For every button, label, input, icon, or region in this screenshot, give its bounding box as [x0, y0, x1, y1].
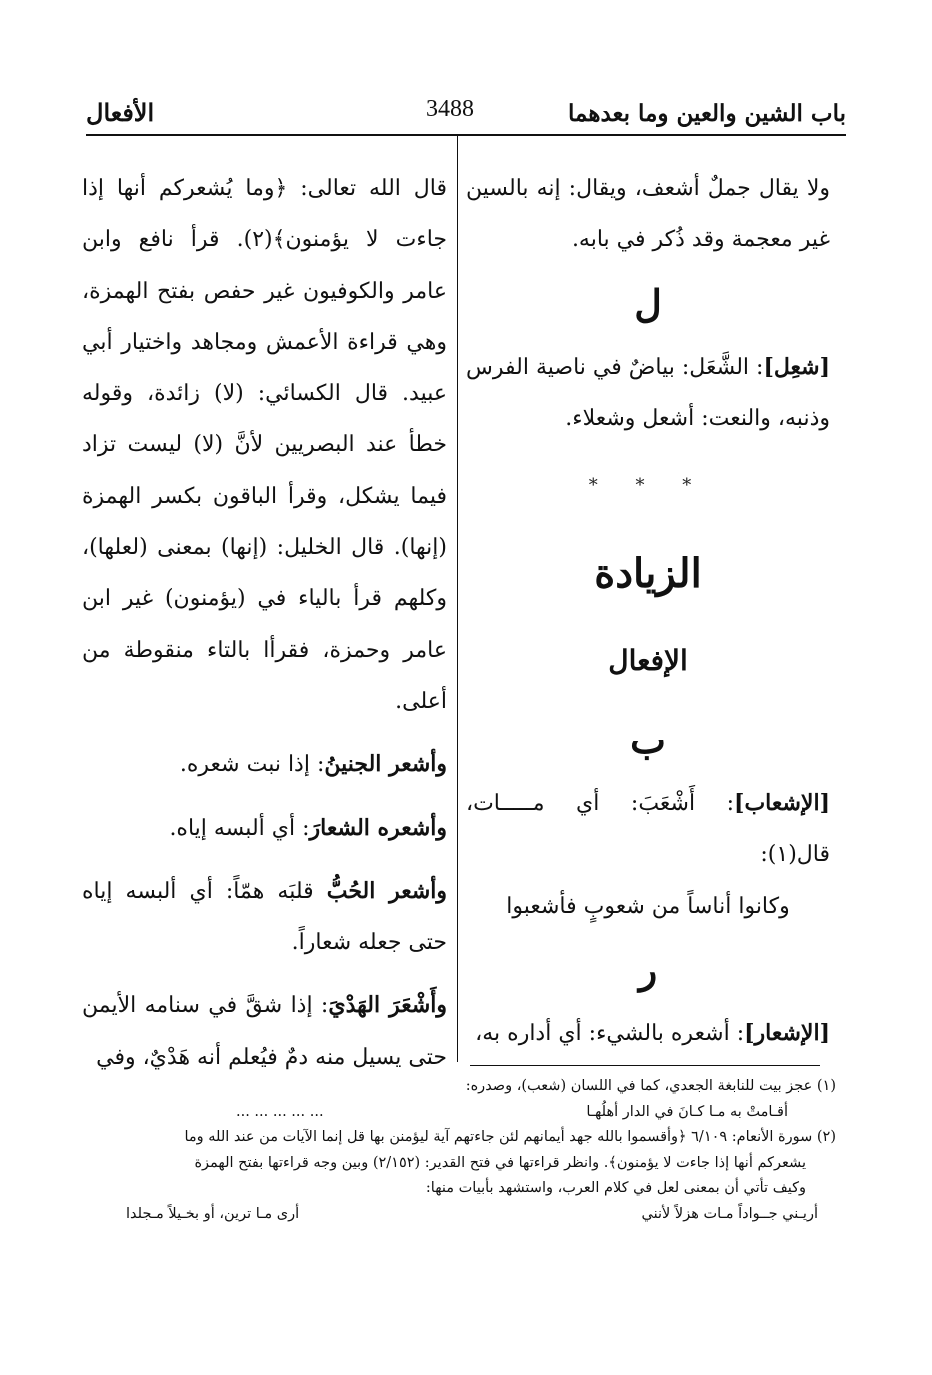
entry-headword: وأشعر الجنينُ — [324, 751, 447, 778]
running-header — [86, 96, 846, 136]
entry-ishab — [466, 778, 830, 881]
verse-hemistich: أريـني جــواداً مـات هزلاً لأنني — [641, 1205, 818, 1222]
entry-shal — [466, 342, 830, 445]
footnote-verse — [86, 1100, 836, 1126]
left-column — [82, 163, 447, 1083]
footnote-2: (٢) سورة الأنعام: ٦/١٠٩ ﴿وأقسموا بالله جهد أيمانهم لئن جاءتهم آية ليؤمنن بها قل إنما الآيات من عند الله وما — [184, 1129, 836, 1145]
footnote-verse — [86, 1202, 836, 1228]
entry-text: : إذا نبت شعره. — [179, 752, 325, 778]
entry — [82, 866, 447, 969]
letter-heading: ل — [634, 280, 662, 326]
entry-headword: وأشعره الشعارَ — [309, 814, 447, 841]
page-number: 3488 — [426, 96, 474, 122]
verse-hemistich: أقـامتْ به مـا كـانَ في الدار أهلُهـا — [586, 1103, 788, 1120]
verse-ellipsis: ... ... ... ... ... — [236, 1103, 324, 1120]
footnotes — [86, 1074, 836, 1227]
entry — [82, 980, 447, 1083]
section-separator: * * * — [588, 475, 708, 497]
entry-text: : إذا شقَّ في سنامه الأيمن حتى يسيل منه دمٌ فيُعلم أنه هَدْيٌ، وفي — [82, 993, 447, 1070]
letter-heading: ر — [638, 947, 658, 993]
entry — [82, 739, 447, 790]
entry-text: : أي ألبسه إياه. — [169, 815, 310, 841]
section-title: باب الشين والعين وما بعدهما — [568, 100, 846, 127]
paragraph: ولا يقال جملٌ أشعف، ويقال: إنه بالسين غير معجمة وقد ذُكر في بابه. — [466, 176, 830, 253]
verse-hemistich: أرى مـا ترين، أو بخـيلاً مـجلدا — [126, 1205, 300, 1222]
letter-heading: ب — [630, 717, 666, 763]
entry-text: : الشَّعَل: بياضٌ في ناصية الفرس وذنبه، والنعت: أشعل وشعلاء. — [466, 354, 830, 431]
entry-text: : أَشْعَبَ: أي مـــــات، قال(١): — [466, 791, 830, 868]
section-heading: الزيادة — [594, 550, 702, 598]
paragraph: قال الله تعالى: ﴿وما يُشعركم أنها إذا جاءت لا يؤمنون﴾(٢). قرأ نافع وابن عامر والكوفيون غير حفص بفتح الهمزة، وهي قراءة الأعمش ومجاهد واختيار أبي عبيد. قال الكسائي: (لا) زائدة، وقوله خطأ عند البصريين لأنَّ (لا) ليست تزاد فيما يشكل، وقرأ الباقون بكسر الهمزة (إنها). قال الخليل: (إنها) بمعنى (لعلها)، وكلهم قرأ بالياء في (يؤمنون) غير ابن عامر وحمزة، فقرأا بالتاء منقوطة من أعلى. — [82, 176, 447, 714]
right-column — [466, 163, 830, 1059]
subsection-heading: الإفعال — [608, 644, 688, 678]
entry — [82, 803, 447, 854]
verse: وكانوا أناساً من شعوبٍ فأشعبوا — [506, 893, 790, 919]
column-divider — [457, 136, 458, 1062]
entry-text: قلبَه همّاً: أي ألبسه إياه حتى جعله شعاراً. — [82, 878, 447, 956]
entry-headword: وأَشْعَرَ الهَدْيَ — [328, 992, 447, 1019]
entry-headword: [الإشعاب] — [734, 790, 830, 817]
header-rule — [86, 134, 846, 136]
entry-headword: [شعِل] — [763, 353, 830, 380]
entry-ishar — [466, 1008, 830, 1059]
entry-text: : أشعره بالشيء: أي أداره به، — [475, 1021, 745, 1047]
chapter-title: الأفعال — [86, 98, 155, 127]
footnote-2-cont: يشعركم أنها إذا جاءت لا يؤمنون﴾. وانظر قراءتها في فتح القدير: (٢/١٥٢) وبين وجه قراءتها بفتح الهمزة — [194, 1154, 806, 1171]
entry-headword: وأشعر الحُبُّ — [326, 877, 447, 904]
footnote-2-cont: وكيف تأتي أن بمعنى لعل في كلام العرب، واستشهد بأبيات منها: — [425, 1180, 806, 1196]
footnote-1: (١) عجز بيت للنابغة الجعدي، كما في اللسان (شعب)، وصدره: — [465, 1078, 836, 1094]
entry-headword: [الإشعار] — [744, 1020, 830, 1047]
footnote-rule — [470, 1065, 820, 1066]
